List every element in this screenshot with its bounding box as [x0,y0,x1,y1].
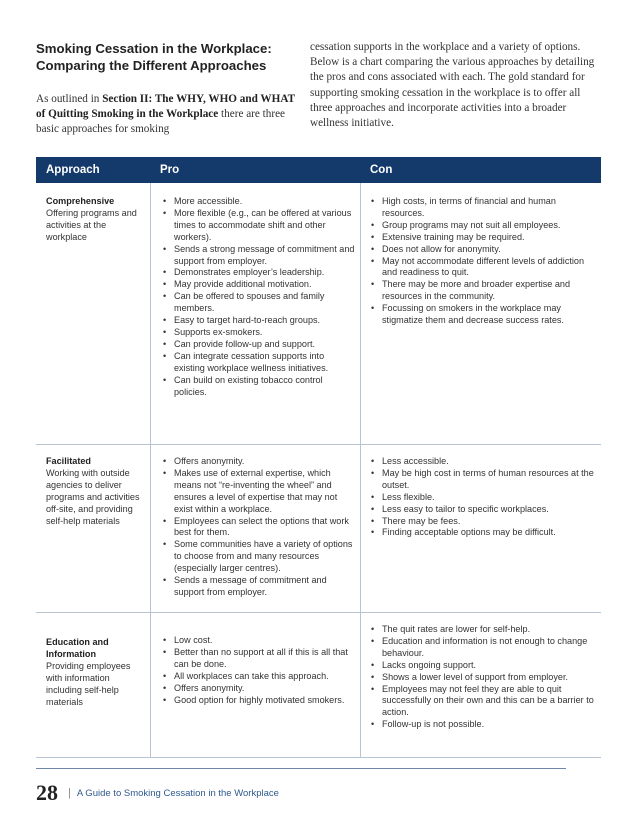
con-item: • Education and information is not enough to change behaviour. [369,636,599,660]
con-list [369,456,599,539]
pro-item: • Good option for highly motivated smokers. [161,695,356,707]
table-header [36,157,601,183]
pro-item: • Offers anonymity. [161,683,356,695]
page-title-line2: Comparing the Different Approaches [36,58,267,73]
left-column [36,40,298,137]
intro-paragraph [36,92,298,137]
approach-description: Working with outside agencies to deliver programs and activities off-site, and providing self-help materials [46,467,140,526]
con-list [369,196,599,327]
footer-doc-title: A Guide to Smoking Cessation in the Workplace [76,787,279,799]
pro-cell [150,183,360,444]
pro-item: • More flexible (e.g., can be offered at various times to accommodate shift and other workers). [161,208,356,244]
pro-item: • Some communities have a variety of options to choose from and many resources (especially larger centres). [161,539,356,575]
pro-item: • May provide additional motivation. [161,279,356,291]
pro-item: • Can build on existing tobacco control policies. [161,375,356,399]
approach-name: Comprehensive [46,196,115,206]
pro-list [161,635,356,706]
pro-cell [150,613,360,757]
con-item: • May be high cost in terms of human resources at the outset. [369,468,599,492]
con-item: • Less accessible. [369,456,599,468]
pro-item: • Offers anonymity. [161,456,356,468]
con-cell [360,613,601,757]
intro-prefix: As outlined in [36,93,103,105]
con-item: • Focussing on smokers in the workplace may stigmatize them and decrease success rates. [369,303,599,327]
footer-separator: | [68,787,71,799]
intro-suffix: there are three basic approaches for smoking [36,108,286,135]
pro-item: • Demonstrates employer’s leadership. [161,267,356,279]
con-list [369,624,599,731]
pro-cell [150,445,360,612]
page-title-line1: Smoking Cessation in the Workplace: [36,41,272,56]
con-item: • Employees may not feel they are able to quit successfully on their own and this can be a barrier to action. [369,684,599,720]
con-item: • May not accommodate different levels of addiction and readiness to quit. [369,256,599,280]
approach-cell [36,613,150,757]
con-item: • Lacks ongoing support. [369,660,599,672]
pro-item: • Easy to target hard-to-reach groups. [161,315,356,327]
approach-name: Facilitated [46,456,91,466]
con-item: • Shows a lower level of support from employer. [369,672,599,684]
con-cell [360,445,601,612]
con-item: • Follow-up is not possible. [369,719,599,731]
pro-item: • Better than no support at all if this is all that can be done. [161,647,356,671]
pro-item: • Sends a message of commitment and support from employer. [161,575,356,599]
pro-item: • Sends a strong message of commitment and support from employer. [161,244,356,268]
intro-continuation: cessation supports in the workplace and a variety of options. Below is a chart comparing the various approaches by detailing the pros and cons associated with each. The gold standard for supporting smoking cessation in the workplace is to offer all three approaches and incorporate activities into a broader wellness initiative. [310,41,595,130]
right-column [310,40,604,131]
pro-item: • Can provide follow-up and support. [161,339,356,351]
page-footer [36,780,279,806]
approach-name: Education and Information [46,637,109,659]
table-row [36,183,601,445]
header-pro: Pro [160,164,180,176]
header-approach: Approach [46,164,100,176]
con-item: • Group programs may not suit all employees. [369,220,599,232]
header-con: Con [370,164,393,176]
intro-section-reference: Section II: The WHY, WHO and WHAT of Quitting Smoking in the Workplace [36,93,295,120]
con-item: • There may be fees. [369,516,599,528]
pro-item: • All workplaces can take this approach. [161,671,356,683]
pro-item: • Low cost. [161,635,356,647]
footer-divider [36,768,566,769]
approach-cell [36,445,150,612]
con-item: • The quit rates are lower for self-help. [369,624,599,636]
approach-cell [36,183,150,444]
pro-item: • Can be offered to spouses and family members. [161,291,356,315]
table-body [36,183,601,758]
con-item: • Extensive training may be required. [369,232,599,244]
table-row [36,445,601,613]
pro-item: • Makes use of external expertise, which means not “re-inventing the wheel” and ensures a level of expertise that may not exist within a workplace. [161,468,356,516]
con-item: • Finding acceptable options may be difficult. [369,527,599,539]
pro-item: • More accessible. [161,196,356,208]
con-cell [360,183,601,444]
pro-item: • Supports ex-smokers. [161,327,356,339]
pro-item: • Can integrate cessation supports into existing workplace wellness initiatives. [161,351,356,375]
table-row [36,613,601,758]
pro-list [161,196,356,398]
con-item: • High costs, in terms of financial and human resources. [369,196,599,220]
comparison-table [36,157,601,758]
approach-description: Providing employees with information including self-help materials [46,660,131,707]
page-title [36,40,298,74]
con-item: • Less easy to tailor to specific workplaces. [369,504,599,516]
pro-item: • Employees can select the options that work best for them. [161,516,356,540]
con-item: • Does not allow for anonymity. [369,244,599,256]
con-item: • Less flexible. [369,492,599,504]
approach-description: Offering programs and activities at the workplace [46,207,137,242]
page-number: 28 [36,780,58,805]
con-item: • There may be more and broader expertise and resources in the community. [369,279,599,303]
pro-list [161,456,356,599]
